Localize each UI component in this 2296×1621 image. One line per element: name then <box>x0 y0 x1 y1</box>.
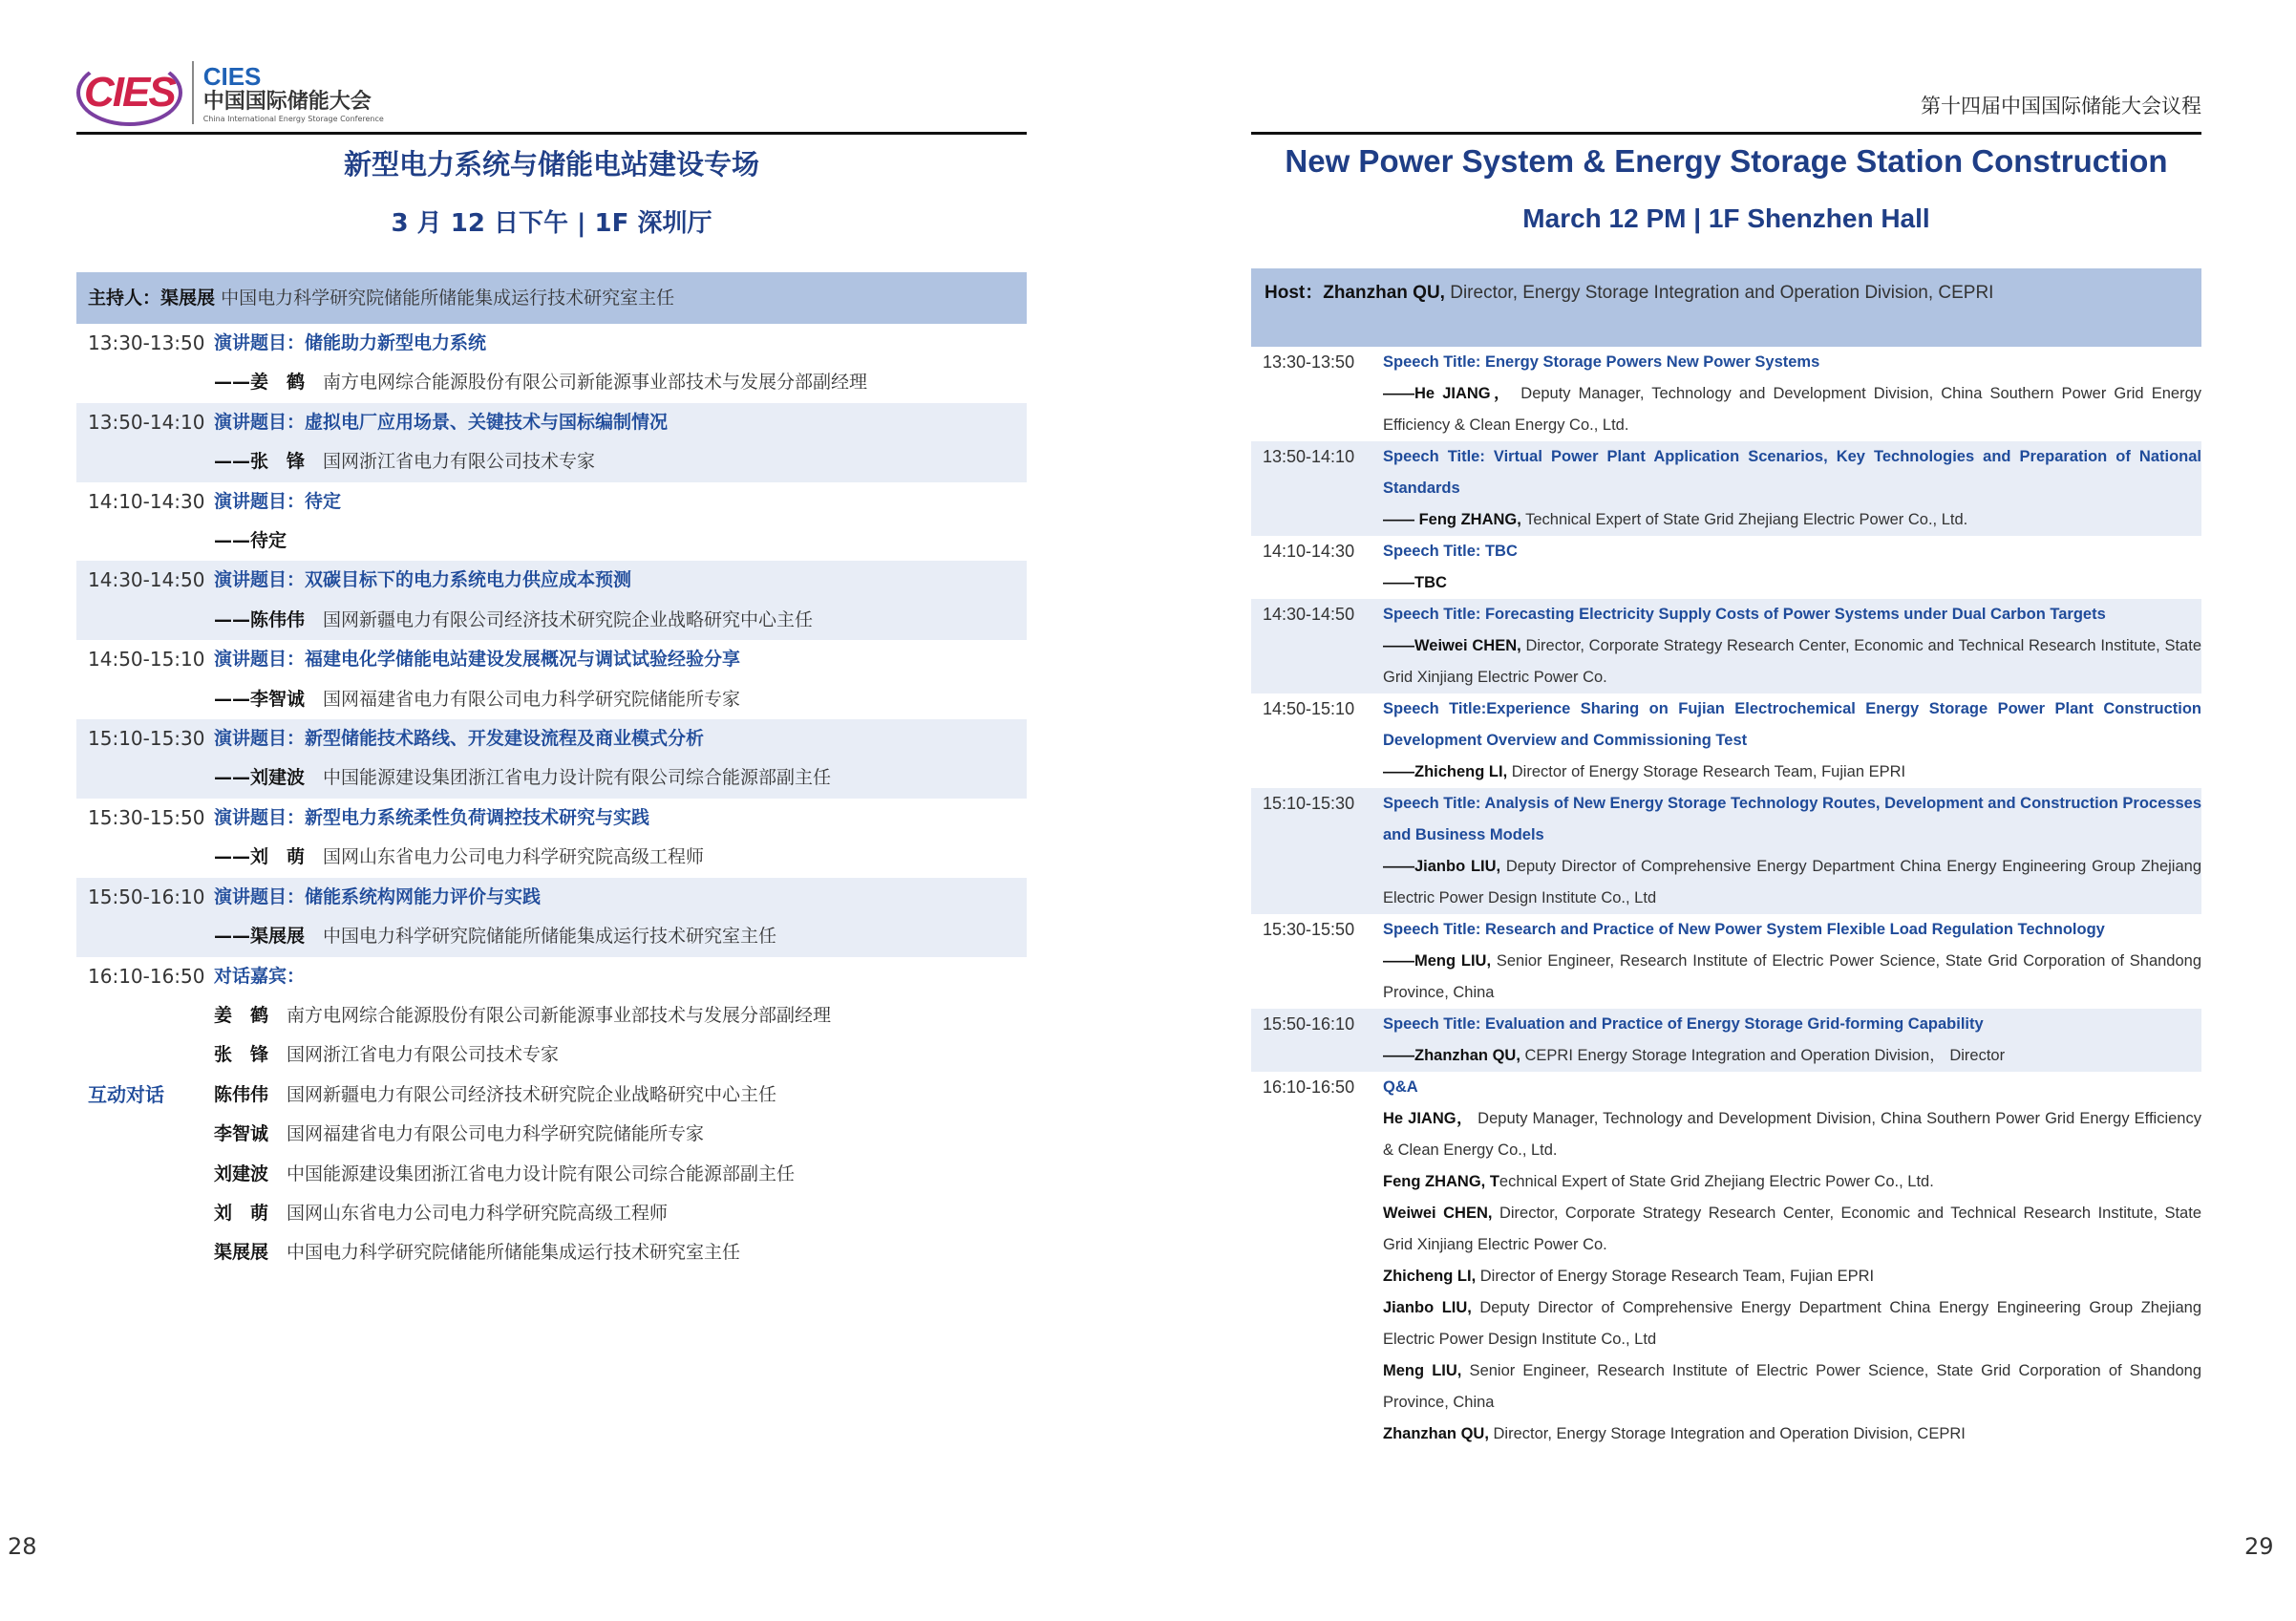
guest-name: 姜 鹤 <box>214 1004 269 1026</box>
speaker-name: ——Zhicheng LI, <box>1383 763 1508 780</box>
speaker-line <box>1383 567 2201 599</box>
logo-cn: 中国国际储能大会 <box>202 89 372 114</box>
speaker-name: ——Jianbo LIU, <box>1383 858 1501 875</box>
agenda-row <box>1251 1009 2201 1072</box>
agenda-row <box>1251 536 2201 599</box>
speaker-affiliation: CEPRI Energy Storage Integration and Operation Division， Director <box>1520 1047 2006 1064</box>
guest-name: Zhicheng LI, <box>1383 1268 1477 1285</box>
guest-affiliation: 中国能源建设集团浙江省电力设计院有限公司综合能源部副主任 <box>287 1162 796 1184</box>
agenda-row <box>76 561 1027 640</box>
running-header: 第十四届中国国际储能大会议程 <box>1921 95 2201 117</box>
agenda-row <box>1251 347 2201 441</box>
guest-affiliation: 中国电力科学研究院储能所储能集成运行技术研究室主任 <box>287 1242 741 1264</box>
speech-title: Speech Title: Energy Storage Powers New Power Systems <box>1383 353 1820 371</box>
host-desc: 中国电力科学研究院储能所储能集成运行技术研究室主任 <box>221 288 675 309</box>
speaker-line <box>214 758 1027 798</box>
speaker-line <box>214 601 1027 640</box>
guest-affiliation: Director of Energy Storage Research Team, Fujian EPRI <box>1476 1268 1875 1285</box>
agenda-row <box>1251 693 2201 788</box>
speaker-name: ——李智诚 <box>214 688 306 710</box>
guest-name: 李智诚 <box>214 1123 269 1145</box>
speaker-line <box>214 363 1027 402</box>
session-time: 14:30-14:50 <box>88 568 205 592</box>
guest-name: He JIANG， <box>1383 1110 1474 1127</box>
session-time: 14:10-14:30 <box>1263 542 1355 561</box>
session-body <box>1383 1009 2201 1072</box>
panel-body <box>214 957 1027 1273</box>
speech-title: 演讲题目：待定 <box>214 490 342 512</box>
panel-row <box>76 957 1027 1273</box>
session-body <box>214 324 1027 403</box>
speech-title: Speech Title: TBC <box>1383 543 1518 560</box>
speaker-name: ——待定 <box>214 530 287 552</box>
agenda-row <box>76 640 1027 719</box>
speech-title: 演讲题目：新型储能技术路线、开发建设流程及商业模式分析 <box>214 728 705 750</box>
speaker-name: ——刘建波 <box>214 767 306 789</box>
logo-mark: CIES <box>76 59 182 126</box>
host-label: Host：Zhanzhan QU, <box>1265 283 1445 303</box>
speaker-line <box>1383 1040 2201 1072</box>
panel-time-text: 16:10-16:50 <box>1263 1077 1355 1097</box>
panel-guest <box>214 1076 1027 1115</box>
agenda-row <box>76 719 1027 799</box>
session-time: 15:10-15:30 <box>1263 794 1355 813</box>
speaker-name: ——刘 萌 <box>214 846 306 868</box>
session-body <box>1383 693 2201 788</box>
cies-logo <box>76 59 384 126</box>
panel-side-label: 互动对话 <box>88 1082 164 1106</box>
guest-affiliation: Deputy Manager, Technology and Development Division, China Southern Power Grid Energy Efficiency & Clean Energy Co., Ltd. <box>1383 1110 2201 1159</box>
panel-guest <box>1383 1166 2201 1198</box>
speech-title: 演讲题目：双碳目标下的电力系统电力供应成本预测 <box>214 569 632 591</box>
agenda-row <box>76 403 1027 482</box>
session-time: 15:50-16:10 <box>88 885 205 908</box>
logo-abbr: CIES <box>202 61 262 91</box>
panel-guest <box>1383 1261 2201 1292</box>
speech-title: 演讲题目：储能助力新型电力系统 <box>214 332 487 353</box>
session-body <box>214 799 1027 878</box>
page-subtitle: March 12 PM | 1F Shenzhen Hall <box>1522 203 1930 233</box>
panel-time <box>1251 1072 1383 1450</box>
agenda-row <box>76 482 1027 562</box>
guest-name: 张 锋 <box>214 1044 269 1066</box>
speech-title: Speech Title: Research and Practice of New Power System Flexible Load Regulation Technology <box>1383 921 2105 938</box>
speaker-name: ——张 锋 <box>214 451 306 473</box>
host-label: 主持人：渠展展 <box>88 288 216 309</box>
panel-guest <box>1383 1292 2201 1355</box>
session-time: 15:10-15:30 <box>88 727 205 751</box>
panel-time-text: 16:10-16:50 <box>88 964 205 988</box>
guest-name: 陈伟伟 <box>214 1083 269 1105</box>
guest-name: 刘 萌 <box>214 1202 269 1224</box>
panel-guest <box>214 996 1027 1035</box>
page-title: New Power System & Energy Storage Station Construction <box>1285 143 2168 179</box>
speaker-affiliation: Deputy Manager, Technology and Development Division, China Southern Power Grid Energy Efficiency & Clean Energy Co., Ltd. <box>1383 385 2201 434</box>
agenda-row <box>76 799 1027 878</box>
panel-title: 对话嘉宾： <box>214 965 306 987</box>
panel-guest <box>1383 1418 2201 1450</box>
session-time: 13:30-13:50 <box>1263 352 1355 372</box>
panel-time <box>76 957 214 1273</box>
session-body <box>214 640 1027 719</box>
guest-affiliation: Director, Corporate Strategy Research Center, Economic and Technical Research Institute, State Grid Xinjiang Electric Power Co. <box>1383 1205 2201 1253</box>
page-number: 29 <box>2244 1533 2274 1560</box>
session-time: 13:50-14:10 <box>88 410 205 434</box>
speaker-affiliation: 中国能源建设集团浙江省电力设计院有限公司综合能源部副主任 <box>323 767 832 789</box>
header-rule <box>76 132 1027 135</box>
panel-row <box>1251 1072 2201 1450</box>
speaker-line <box>1383 378 2201 441</box>
speaker-name: ——Weiwei CHEN, <box>1383 637 1521 654</box>
guest-name: Meng LIU, <box>1383 1362 1462 1379</box>
page-number: 28 <box>8 1533 37 1560</box>
page-title: 新型电力系统与储能电站建设专场 <box>343 148 759 181</box>
host-desc: Director, Energy Storage Integration and Operation Division, CEPRI <box>1444 283 1994 303</box>
session-body <box>1383 441 2201 536</box>
speaker-name: ——Meng LIU, <box>1383 952 1492 970</box>
guest-name: 刘建波 <box>214 1162 269 1184</box>
agenda-row <box>1251 914 2201 1009</box>
speech-title: Speech Title: Forecasting Electricity Supply Costs of Power Systems under Dual Carbon Targets <box>1383 606 2106 623</box>
speaker-line <box>1383 504 2201 536</box>
guest-affiliation: Senior Engineer, Research Institute of Electric Power Science, State Grid Corporation of Shandong Province, China <box>1383 1362 2202 1411</box>
guest-name: Jianbo LIU, <box>1383 1299 1472 1316</box>
session-time: 15:30-15:50 <box>1263 920 1355 939</box>
speaker-affiliation: 南方电网综合能源股份有限公司新能源事业部技术与发展分部副经理 <box>323 372 868 394</box>
speaker-name: ——姜 鹤 <box>214 372 306 394</box>
speech-title: Speech Title: Evaluation and Practice of Energy Storage Grid-forming Capability <box>1383 1015 1984 1033</box>
panel-title: Q&A <box>1383 1078 1418 1096</box>
speaker-line <box>1383 757 2201 788</box>
panel-guest <box>214 1194 1027 1233</box>
speech-title: 演讲题目：新型电力系统柔性负荷调控技术研究与实践 <box>214 806 650 828</box>
speaker-name: ——陈伟伟 <box>214 608 306 630</box>
session-time: 15:50-16:10 <box>1263 1014 1355 1034</box>
speech-title: 演讲题目：储能系统构网能力评价与实践 <box>214 885 542 907</box>
session-time: 14:50-15:10 <box>1263 699 1355 718</box>
panel-guest <box>1383 1198 2201 1261</box>
session-body <box>214 561 1027 640</box>
logo-divider <box>192 61 194 124</box>
agenda-row <box>1251 788 2201 914</box>
guest-affiliation: 国网福建省电力有限公司电力科学研究院储能所专家 <box>287 1123 705 1145</box>
speaker-affiliation: 国网山东省电力公司电力科学研究院高级工程师 <box>323 846 705 868</box>
speech-title: Speech Title:Experience Sharing on Fujian Electrochemical Energy Storage Power Plant Construction Development Overview and Commissioning Test <box>1383 700 2201 749</box>
speaker-line <box>214 680 1027 719</box>
session-body <box>1383 536 2201 599</box>
session-body <box>214 719 1027 799</box>
logo-en: China International Energy Storage Conference <box>202 114 384 123</box>
speaker-affiliation: 国网新疆电力有限公司经济技术研究院企业战略研究中心主任 <box>323 608 814 630</box>
panel-guest <box>214 1155 1027 1194</box>
panel-guest <box>214 1233 1027 1272</box>
session-body <box>1383 914 2201 1009</box>
agenda-row <box>76 878 1027 957</box>
speaker-affiliation: Director, Corporate Strategy Research Center, Economic and Technical Research Institute, State Grid Xinjiang Electric Power Co. <box>1383 637 2201 686</box>
guest-name: Zhanzhan QU, <box>1383 1425 1489 1442</box>
host-bar <box>76 272 1027 324</box>
speech-title: Speech Title: Analysis of New Energy Storage Technology Routes, Development and Construction Processes and Business Models <box>1383 795 2201 843</box>
session-body <box>1383 347 2201 441</box>
guest-affiliation: 国网新疆电力有限公司经济技术研究院企业战略研究中心主任 <box>287 1083 777 1105</box>
speaker-line <box>214 522 1027 561</box>
panel-guest <box>1383 1355 2201 1418</box>
guest-affiliation: 南方电网综合能源股份有限公司新能源事业部技术与发展分部副经理 <box>287 1004 832 1026</box>
session-body <box>214 482 1027 562</box>
speaker-name: ——渠展展 <box>214 926 306 948</box>
page-subtitle: 3 月 12 日下午 | 1F 深圳厅 <box>391 209 712 238</box>
speaker-line <box>214 917 1027 956</box>
speaker-affiliation: 国网福建省电力有限公司电力科学研究院储能所专家 <box>323 688 741 710</box>
speaker-affiliation: Technical Expert of State Grid Zhejiang Electric Power Co., Ltd. <box>1520 511 1968 528</box>
speaker-affiliation: Deputy Director of Comprehensive Energy Department China Energy Engineering Group Zhejiang Electric Power Design Institute Co., Ltd <box>1383 858 2201 906</box>
agenda-row <box>76 324 1027 403</box>
speech-title: 演讲题目：福建电化学储能电站建设发展概况与调试试验经验分享 <box>214 649 741 671</box>
speaker-name: ——Zhanzhan QU, <box>1383 1047 1520 1064</box>
agenda-list <box>1251 347 2201 1450</box>
panel-guest <box>214 1035 1027 1075</box>
session-time: 13:30-13:50 <box>88 331 205 354</box>
session-time: 15:30-15:50 <box>88 805 205 829</box>
session-time: 13:50-14:10 <box>1263 447 1355 466</box>
guest-name: Feng ZHANG, T <box>1383 1173 1499 1190</box>
guest-name: Weiwei CHEN, <box>1383 1205 1493 1222</box>
session-body <box>1383 599 2201 693</box>
guest-name: 渠展展 <box>214 1242 269 1264</box>
session-body <box>1383 788 2201 914</box>
panel-body <box>1383 1072 2201 1450</box>
agenda-row <box>1251 599 2201 693</box>
speaker-affiliation: 中国电力科学研究院储能所储能集成运行技术研究室主任 <box>323 926 777 948</box>
agenda-list <box>76 324 1027 1273</box>
speaker-affiliation: Director of Energy Storage Research Team, Fujian EPRI <box>1507 763 1906 780</box>
speaker-affiliation: 国网浙江省电力有限公司技术专家 <box>323 451 596 473</box>
speaker-name: ——He JIANG， <box>1383 385 1514 402</box>
speaker-line <box>1383 630 2201 693</box>
panel-guest <box>214 1115 1027 1154</box>
speaker-line <box>1383 851 2201 914</box>
speaker-name: ——TBC <box>1383 574 1447 591</box>
speaker-line <box>1383 946 2201 1009</box>
speaker-line <box>214 838 1027 877</box>
session-time: 14:50-15:10 <box>88 648 205 672</box>
guest-affiliation: 国网浙江省电力有限公司技术专家 <box>287 1044 560 1066</box>
speaker-line <box>214 442 1027 481</box>
panel-guest <box>1383 1103 2201 1166</box>
speaker-affiliation: Senior Engineer, Research Institute of Electric Power Science, State Grid Corporation of Shandong Province, China <box>1383 952 2202 1001</box>
guest-affiliation: Deputy Director of Comprehensive Energy Department China Energy Engineering Group Zhejiang Electric Power Design Institute Co., Ltd <box>1383 1299 2201 1348</box>
session-time: 14:10-14:30 <box>88 489 205 513</box>
session-body <box>214 403 1027 482</box>
speaker-name: —— Feng ZHANG, <box>1383 511 1521 528</box>
guest-affiliation: echnical Expert of State Grid Zhejiang Electric Power Co., Ltd. <box>1499 1173 1934 1190</box>
guest-affiliation: Director, Energy Storage Integration and Operation Division, CEPRI <box>1488 1425 1966 1442</box>
speech-title: 演讲题目：虚拟电厂应用场景、关键技术与国标编制情况 <box>214 411 669 433</box>
agenda-row <box>1251 441 2201 536</box>
session-time: 14:30-14:50 <box>1263 605 1355 624</box>
host-bar <box>1251 268 2201 347</box>
session-body <box>214 878 1027 957</box>
header-rule <box>1251 132 2201 135</box>
guest-affiliation: 国网山东省电力公司电力科学研究院高级工程师 <box>287 1202 669 1224</box>
speech-title: Speech Title: Virtual Power Plant Application Scenarios, Key Technologies and Preparation of National Standards <box>1383 448 2201 497</box>
